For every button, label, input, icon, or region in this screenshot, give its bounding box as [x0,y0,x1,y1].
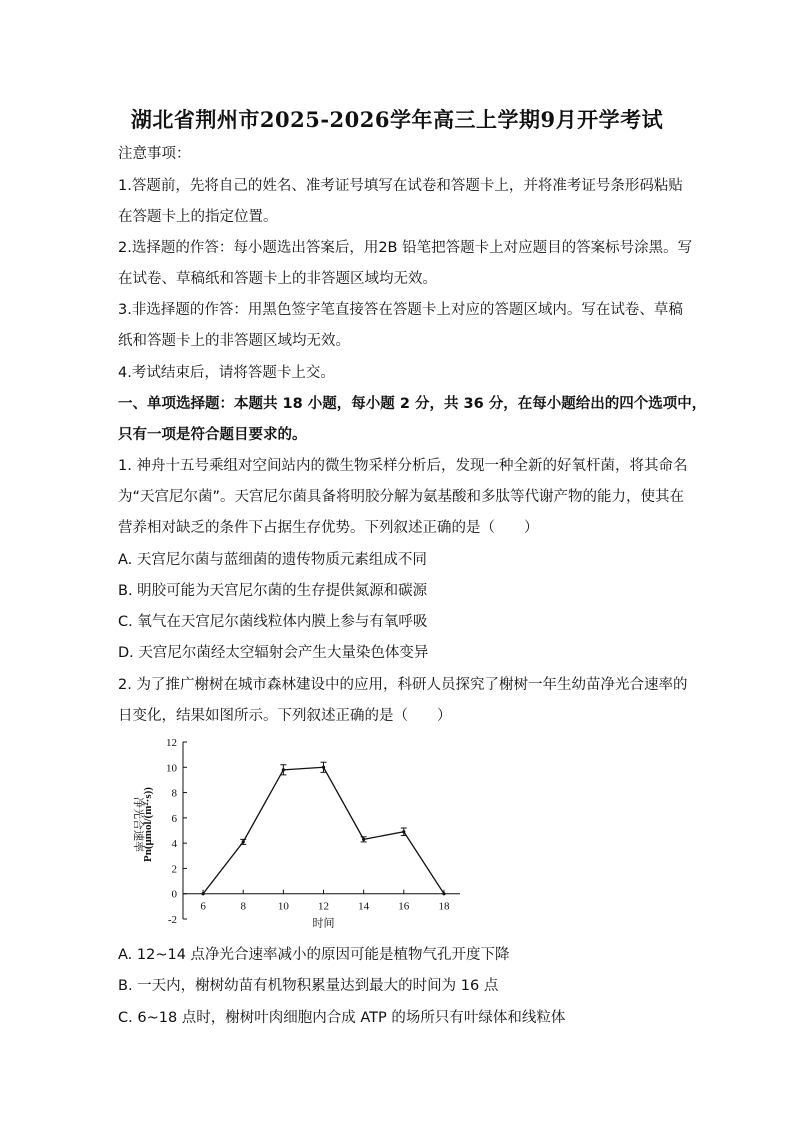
data-point [362,838,365,841]
notice-line: 4.考试结束后，请将答题卡上交。 [118,365,335,381]
section-heading: 一、单项选择题：本题共 18 小题，每小题 2 分，共 36 分，在每小题给出的四个选项中， [118,396,707,412]
question-2-option-b: B. 一天内，榭树幼苗有机物积累量达到最大的时间为 16 点 [118,978,499,994]
y-tick-label: 2 [171,863,177,876]
question-1-stem: 为“天宫尼尔菌”。天宫尼尔菌具备将明胶分解为氨基酸和多肽等代谢产物的能力，使其在 [118,489,685,505]
question-2-option-a: A. 12~14 点净光合速率减小的原因可能是植物气孔开度下降 [118,947,510,963]
data-point [242,840,245,843]
net-photosynthesis-chart [115,728,475,938]
y-tick-label: 6 [171,812,177,825]
notice-line: 1.答题前，先将自己的姓名、准考证号填写在试卷和答题卡上，并将准考证号条形码粘贴 [118,178,683,194]
exam-title: 湖北省荆州市2025-2026学年高三上学期9月开学考试 [130,107,664,132]
y-axis-unit: Pn(μmol/(m²·s)) [142,787,154,862]
question-2-stem: 日变化，结果如图所示。下列叙述正确的是（ ） [118,708,452,724]
question-1-option-d: D. 天宫尼尔菌经太空辐射会产生大量染色体变异 [118,645,429,661]
x-tick-label: 18 [438,900,450,913]
notice-line: 2.选择题的作答：每小题选出答案后，用2B 铅笔把答题卡上对应题目的答案标号涂黑。写 [118,240,693,256]
question-1-option-b: B. 明胶可能为天宫尼尔菌的生存提供氮源和碳源 [118,583,428,599]
y-tick-label: -2 [167,914,177,926]
question-2-option-c: C. 6~18 点时，榭树叶肉细胞内合成 ATP 的场所只有叶绿体和线粒体 [118,1010,566,1026]
data-point [282,768,285,771]
section-heading-cont: 只有一项是符合题目要求的。 [118,427,307,443]
x-tick-label: 6 [200,900,206,913]
y-tick-label: 0 [171,888,177,901]
notice-line: 在答题卡上的指定位置。 [118,209,278,225]
data-point [322,766,325,769]
y-tick-label: 8 [171,787,177,800]
data-point [402,830,405,833]
x-tick-label: 12 [318,900,330,913]
x-tick-label: 16 [398,900,410,913]
notice-line: 在试卷、草稿纸和答题卡上的非答题区域均无效。 [118,271,437,287]
x-axis-label: 时间 [312,917,335,930]
y-tick-label: 4 [171,838,177,851]
y-tick-label: 10 [166,762,177,775]
y-axis-label: 净光合速率 [132,797,144,852]
series-line [203,767,444,893]
notice-line: 3.非选择题的作答：用黑色签字笔直接答在答题卡上对应的答题区域内。写在试卷、草稿 [118,302,683,318]
x-tick-label: 14 [358,900,370,913]
question-2-stem: 2. 为了推广榭树在城市森林建设中的应用，科研人员探究了榭树一年生幼苗净光合速率的 [118,677,688,693]
x-tick-label: 8 [240,900,246,913]
notice-line: 纸和答题卡上的非答题区域均无效。 [118,333,350,349]
y-tick-label: 12 [166,737,177,749]
question-1-stem: 营养相对缺乏的条件下占据生存优势。下列叙述正确的是（ ） [118,520,539,536]
data-point [201,892,204,895]
question-1-stem: 1. 神舟十五号乘组对空间站内的微生物采样分析后，发现一种全新的好氧杆菌，将其命名 [118,458,688,474]
data-point [442,892,445,895]
notice-heading: 注意事项： [118,146,191,162]
question-1-option-a: A. 天宫尼尔菌与蓝细菌的遗传物质元素组成不同 [118,552,427,568]
question-1-option-c: C. 氧气在天宫尼尔菌线粒体内膜上参与有氧呼吸 [118,614,428,630]
x-tick-label: 10 [277,900,289,913]
